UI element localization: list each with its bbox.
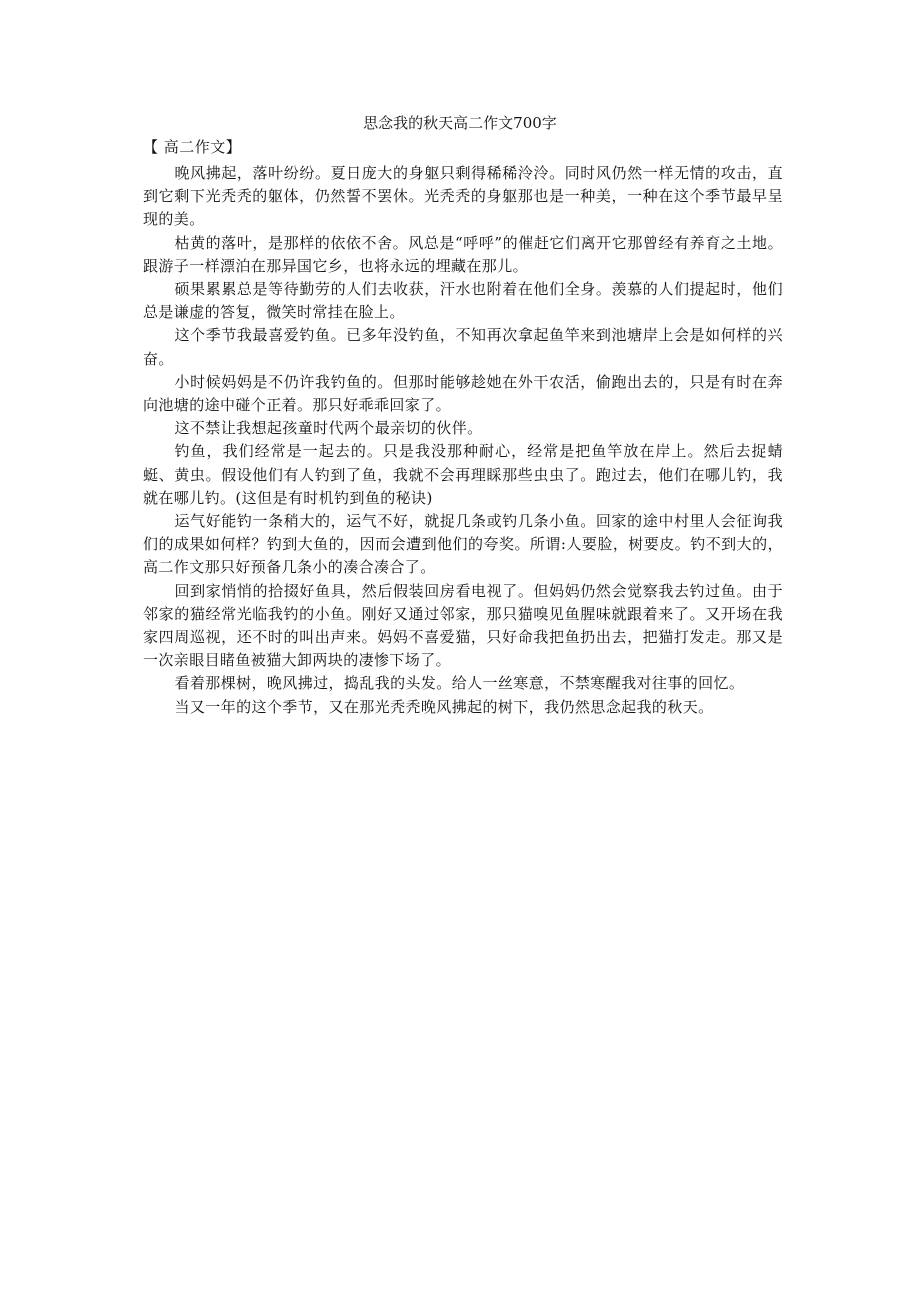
category-label: 【 高二作文】 xyxy=(143,138,242,156)
paragraph-8: 运气好能钓一条稍大的，运气不好，就捉几条或钓几条小鱼。回家的途中村里人会征询我们的成果如何样？钓到大鱼的，因而会遭到他们的夸奖。所谓:人要脸，树要皮。钓不到大的，高二作文那只好预备几条小的凑合凑合了。 xyxy=(143,512,783,577)
paragraph-1: 晚风拂起，落叶纷纷。夏日庞大的身躯只剩得稀稀泠泠。同时风仍然一样无情的攻击，直到它剩下光秃秃的躯体，仍然誓不罢休。光秃秃的身躯那也是一种美，一种在这个季节最早呈现的美。 xyxy=(143,164,783,229)
paragraph-10: 看着那棵树，晚风拂过，捣乱我的头发。给人一丝寒意，不禁寒醒我对往事的回忆。 xyxy=(174,674,745,693)
paragraph-7: 钓鱼，我们经常是一起去的。只是我没那种耐心，经常是把鱼竿放在岸上。然后去捉蜻蜓、黄虫。假设他们有人钓到了鱼，我就不会再理睬那些虫虫了。跑过去，他们在哪儿钓，我就在哪儿钓。(这但是有时机钓到鱼的秘诀) xyxy=(143,442,783,507)
paragraph-5: 小时候妈妈是不仍许我钓鱼的。但那时能够趁她在外干农活，偷跑出去的，只是有时在奔向池塘的途中碰个正着。那只好乖乖回家了。 xyxy=(143,372,783,415)
paragraph-11: 当又一年的这个季节，又在那光秃秃晚风拂起的树下，我仍然思念起我的秋天。 xyxy=(174,697,714,716)
paragraph-3: 硕果累累总是等待勤劳的人们去收获，汗水也附着在他们全身。羡慕的人们提起时，他们总是谦虚的答复，微笑时常挂在脸上。 xyxy=(143,280,783,322)
paragraph-4: 这个季节我最喜爱钓鱼。已多年没钓鱼，不知再次拿起鱼竿来到池塘岸上会是如何样的兴奋。 xyxy=(143,326,783,368)
paragraph-6: 这不禁让我想起孩童时代两个最亲切的伙伴。 xyxy=(174,419,483,438)
paragraph-2: 枯黄的落叶，是那样的依依不舍。风总是“呼呼”的催赶它们离开它那曾经有养育之土地。跟游子一样漂泊在那异国它乡，也将永远的埋藏在那儿。 xyxy=(143,233,783,275)
article-body xyxy=(143,162,783,719)
paragraph-9: 回到家悄悄的拾掇好鱼具，然后假装回房看电视了。但妈妈仍然会觉察我去钓过鱼。由于邻家的猫经常光临我钓的小鱼。刚好又通过邻家，那只猫嗅见鱼腥味就跟着来了。又开场在我家四周巡视，还不时的叫出声来。妈妈不喜爱猫，只好命我把鱼扔出去，把猫打发走。那又是一次亲眼目睹鱼被猫大卸两块的凄惨下场了。 xyxy=(143,581,783,670)
document-title: 思念我的秋天高二作文700字 xyxy=(363,114,557,132)
